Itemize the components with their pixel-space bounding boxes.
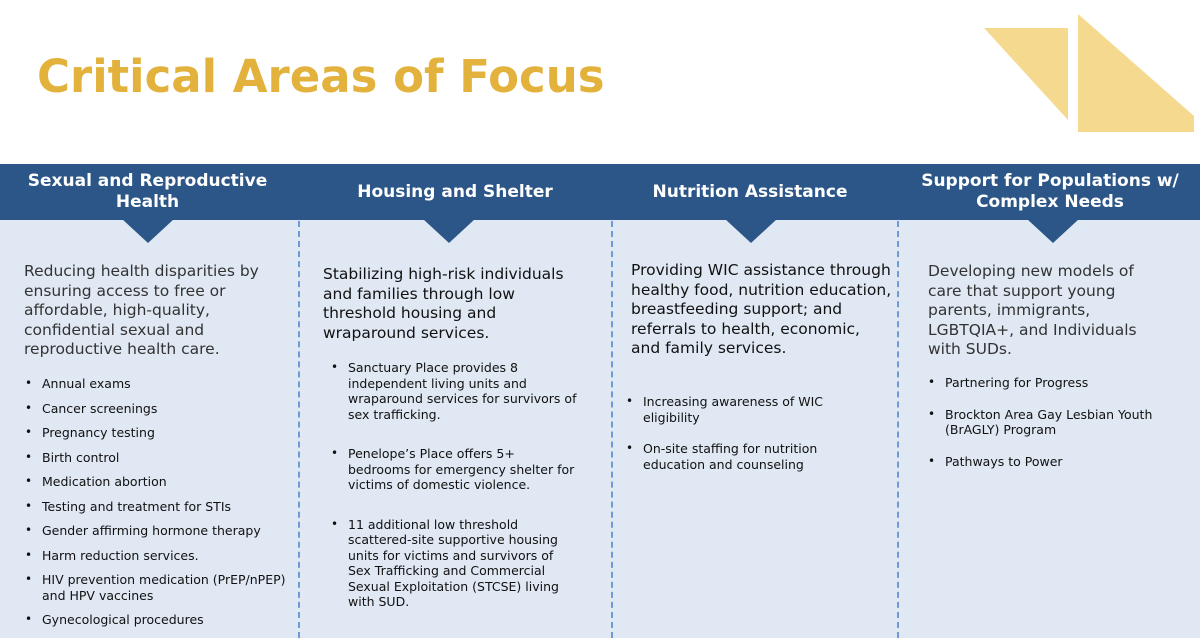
page-title: Critical Areas of Focus [37,50,605,103]
column-heading-sexual-reproductive-health: Sexual and Reproductive Health [27,171,268,212]
column-divider [611,221,613,638]
column-intro-complex-needs: Developing new models of care that support young parents, immigrants, LGBTQIA+, and Individuals with SUDs. [928,262,1137,358]
bullet-list-housing-shelter [330,360,578,610]
list-item: • Annual exams [42,376,312,392]
list-item: • Pathways to Power [945,454,1195,470]
bullet-list-complex-needs [927,375,1195,469]
list-item: • Penelope’s Place offers 5+ bedrooms for emergency shelter for victims of domestic violence. [348,446,578,493]
list-item: • Cancer screenings [42,401,312,417]
bullet-list-sexual-reproductive-health [24,376,312,628]
list-item: • Sanctuary Place provides 8 independent living units and wraparound services for survivors of sex trafficking. [348,360,578,422]
list-item: • Partnering for Progress [945,375,1195,391]
column-heading-nutrition-assistance: Nutrition Assistance [652,181,848,202]
column-intro-housing-shelter: Stabilizing high-risk individuals and families through low threshold housing and wraparound services. [323,265,564,342]
column-intro-nutrition-assistance: Providing WIC assistance through healthy food, nutrition education, breastfeeding support; and referrals to health, economic, and family services. [631,261,892,357]
column-intro-sexual-reproductive-health: Reducing health disparities by ensuring access to free or affordable, high-quality, confidential sexual and reproductive health care. [24,262,259,358]
column-pointer-arrow [725,219,777,243]
list-item: • Harm reduction services. [42,548,312,564]
list-item: • On-site staffing for nutrition education and counseling [643,441,863,472]
triangles-logo-icon [976,10,1198,134]
column-pointer-arrow [122,219,174,243]
column-heading-housing-shelter: Housing and Shelter [357,181,553,202]
list-item: • Brockton Area Gay Lesbian Youth (BrAGLY) Program [945,407,1195,438]
list-item: • Birth control [42,450,312,466]
list-item: • Increasing awareness of WIC eligibility [643,394,863,425]
list-item: • 11 additional low threshold scattered-site supportive housing units for victims and survivors of Sex Trafficking and Commercial Sexual Exploitation (STCSE) living with SUD. [348,517,578,610]
list-item: • HIV prevention medication (PrEP/nPEP) and HPV vaccines [42,572,292,603]
column-heading-complex-needs: Support for Populations w/ Complex Needs [921,171,1179,212]
list-item: • Testing and treatment for STIs [42,499,312,515]
list-item: • Gynecological procedures [42,612,312,628]
list-item: • Gender affirming hormone therapy [42,523,312,539]
list-item: • Pregnancy testing [42,425,312,441]
column-pointer-arrow [1027,219,1079,243]
column-divider [897,221,899,638]
column-pointer-arrow [423,219,475,243]
list-item: • Medication abortion [42,474,312,490]
bullet-list-nutrition-assistance [625,394,863,472]
